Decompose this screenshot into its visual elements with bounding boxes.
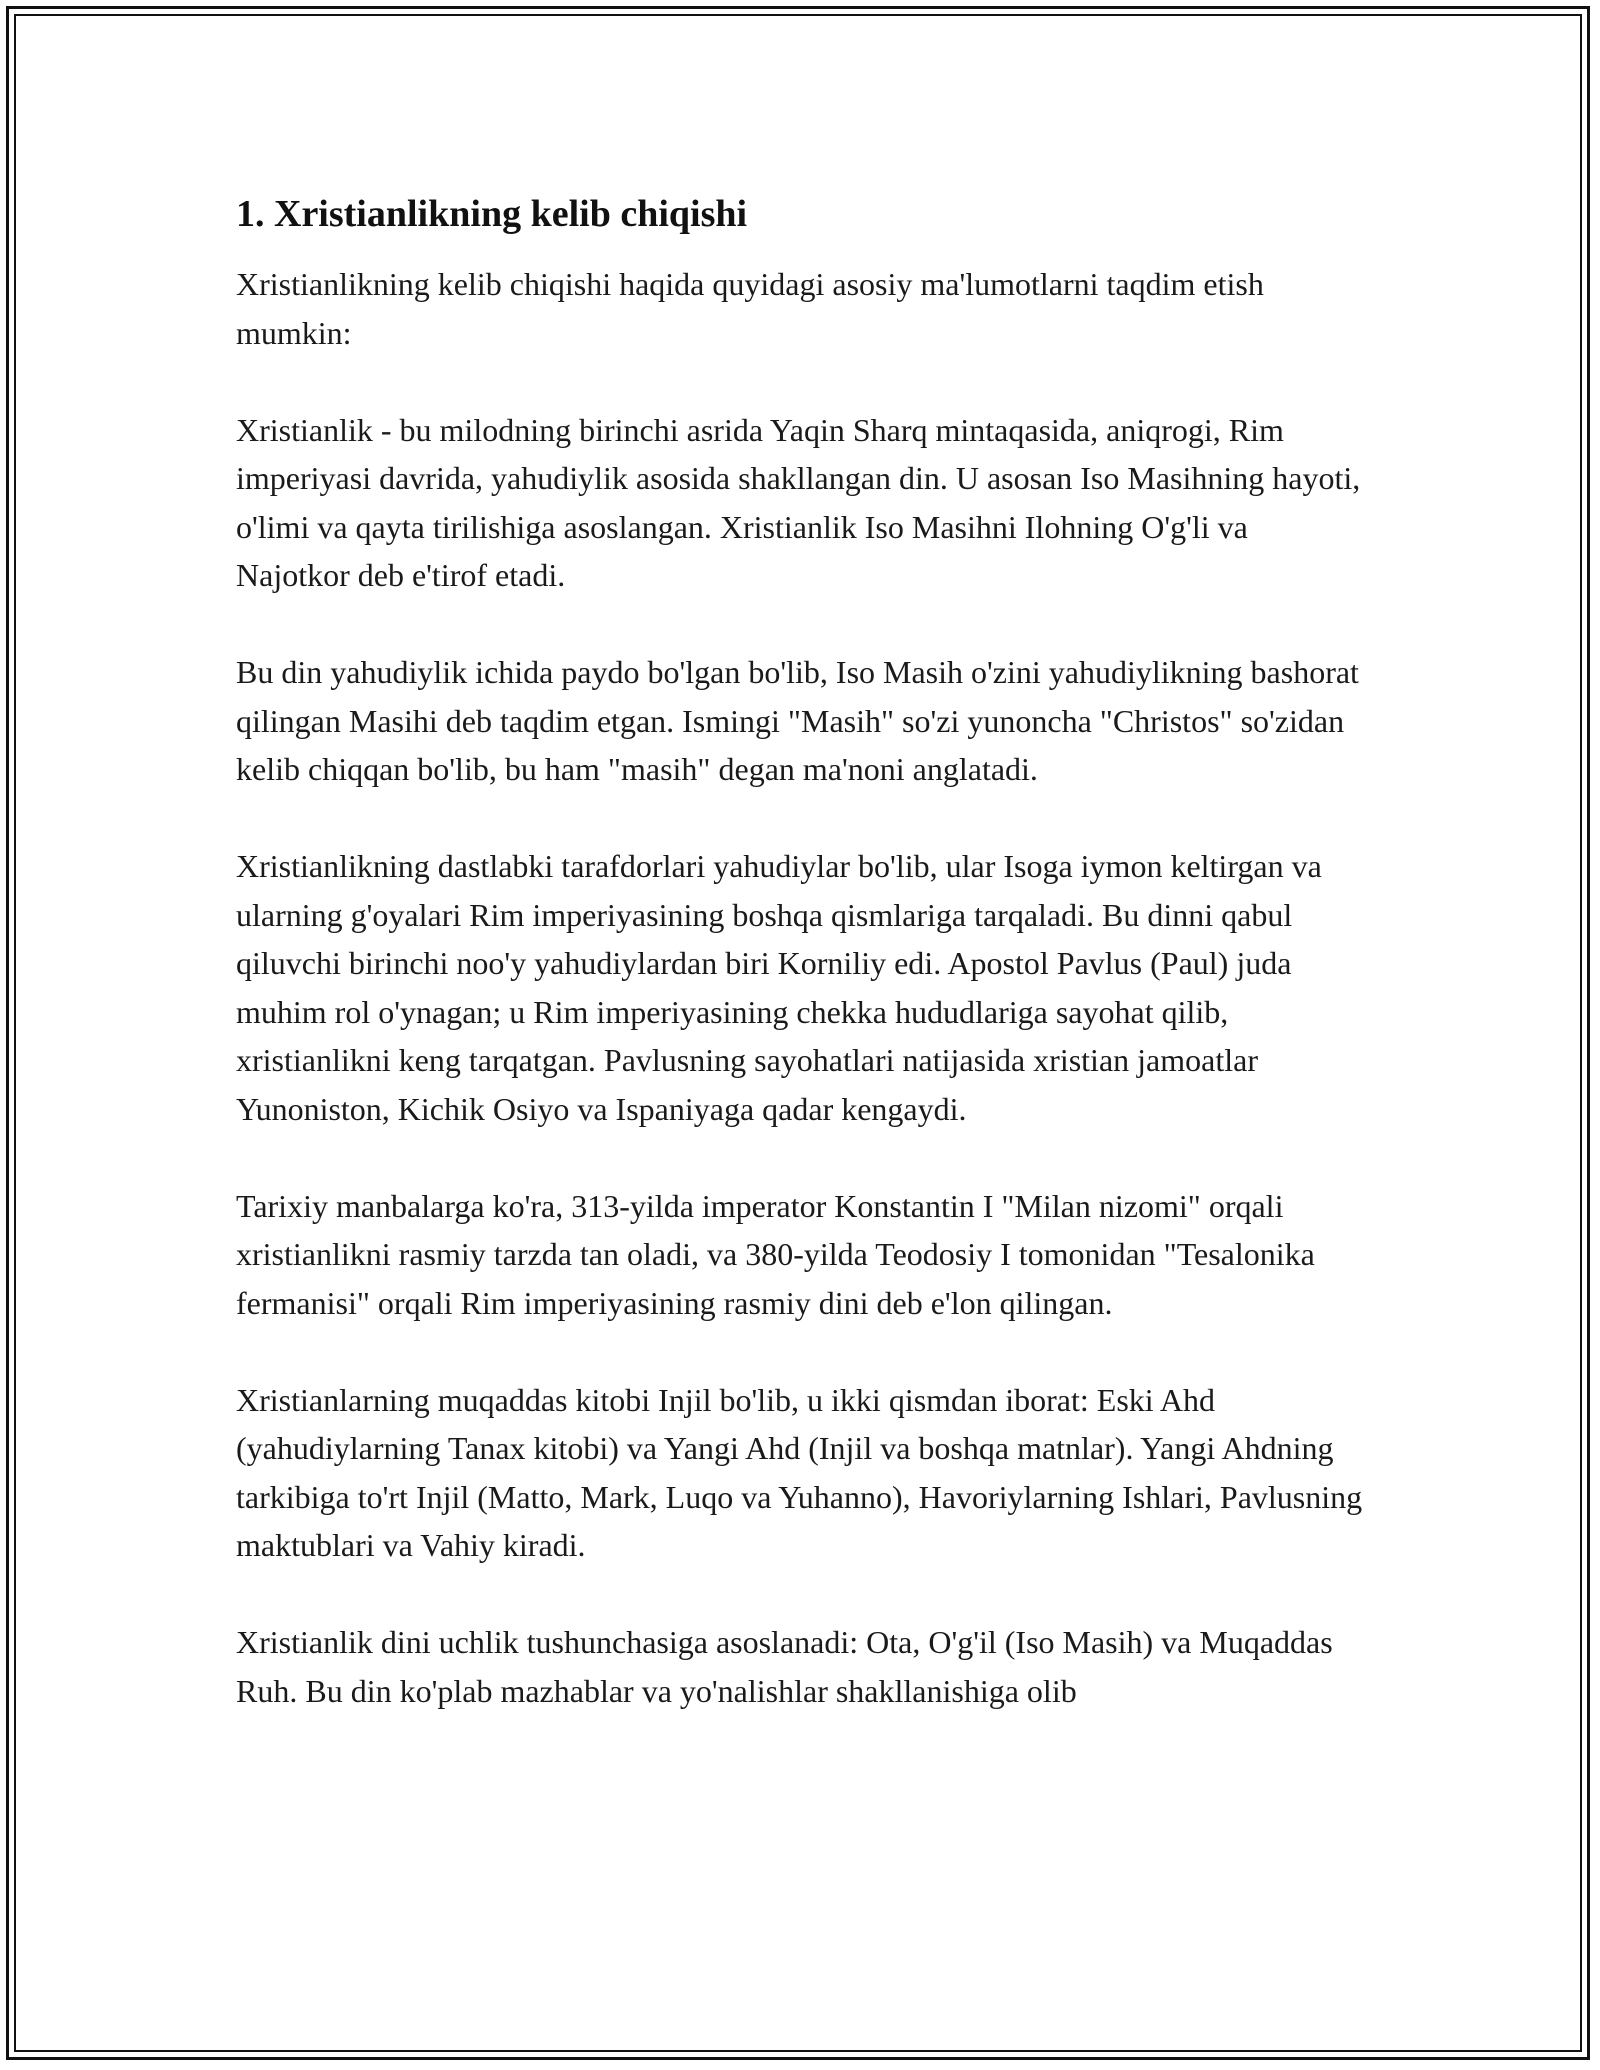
section-heading: 1. Xristianlikning kelib chiqishi <box>236 193 748 235</box>
paragraph-definition: Xristianlik - bu milodning birinchi asrida Yaqin Sharq mintaqasida, aniqrogi, Rim imperiyasi davrida, yahudiylik asosida shakllangan din. U asosan Iso Masihning hayoti, o'limi va qayta tirilishiga asoslangan. Xristianlik Iso Masihni Ilohning O'g'li va Najotkor deb e'tirof etadi. <box>236 411 1361 593</box>
paragraph-scripture: Xristianlarning muqaddas kitobi Injil bo'lib, u ikki qismdan iborat: Eski Ahd (yahudiylarning Tanax kitobi) va Yangi Ahd (Injil va boshqa matnlar). Yangi Ahdning tarkibiga to'rt Injil (Matto, Mark, Luqo va Yuhanno), Havoriylarning Ishlari, Pavlusning maktublari va Vahiy kiradi. <box>236 1381 1363 1563</box>
paragraph-spread: Xristianlikning dastlabki tarafdorlari yahudiylar bo'lib, ular Isoga iymon keltirgan va ularning g'oyalari Rim imperiyasining boshqa qismlariga tarqaladi. Bu dinni qabul qiluvchi birinchi noo'y yahudiylardan biri Korniliy edi. Apostol Pavlus (Paul) juda muhim rol o'ynagan; u Rim imperiyasining chekka hududlariga sayohat qilib, xristianlikni keng tarqatgan. Pavlusning sayohatlari natijasida xristian jamoatlar Yunoniston, Kichik Osiyo va Ispaniyaga qadar kengaydi. <box>236 848 1322 1127</box>
paragraph-intro: Xristianlikning kelib chiqishi haqida quyidagi asosiy ma'lumotlarni taqdim etish mumkin: <box>236 266 1264 351</box>
paragraph-origin: Bu din yahudiylik ichida paydo bo'lgan bo'lib, Iso Masih o'zini yahudiylikning bashorat qilingan Masihi deb taqdim etgan. Ismingi "Masih" so'zi yunoncha "Christos" so'zidan kelib chiqqan bo'lib, bu ham "masih" degan ma'noni anglatadi. <box>236 654 1359 787</box>
paragraph-trinity: Xristianlik dini uchlik tushunchasiga asoslanadi: Ota, O'g'il (Iso Masih) va Muqaddas Ruh. Bu din ko'plab mazhablar va yo'nalishlar shakllanishiga olib <box>236 1624 1333 1709</box>
document-body <box>236 190 1366 1764</box>
paragraph-history: Tarixiy manbalarga ko'ra, 313-yilda imperator Konstantin I "Milan nizomi" orqali xristianlikni rasmiy tarzda tan oladi, va 380-yilda Teodosiy I tomonidan "Tesalonika fermanisi" orqali Rim imperiyasining rasmiy dini deb e'lon qilingan. <box>236 1187 1315 1321</box>
